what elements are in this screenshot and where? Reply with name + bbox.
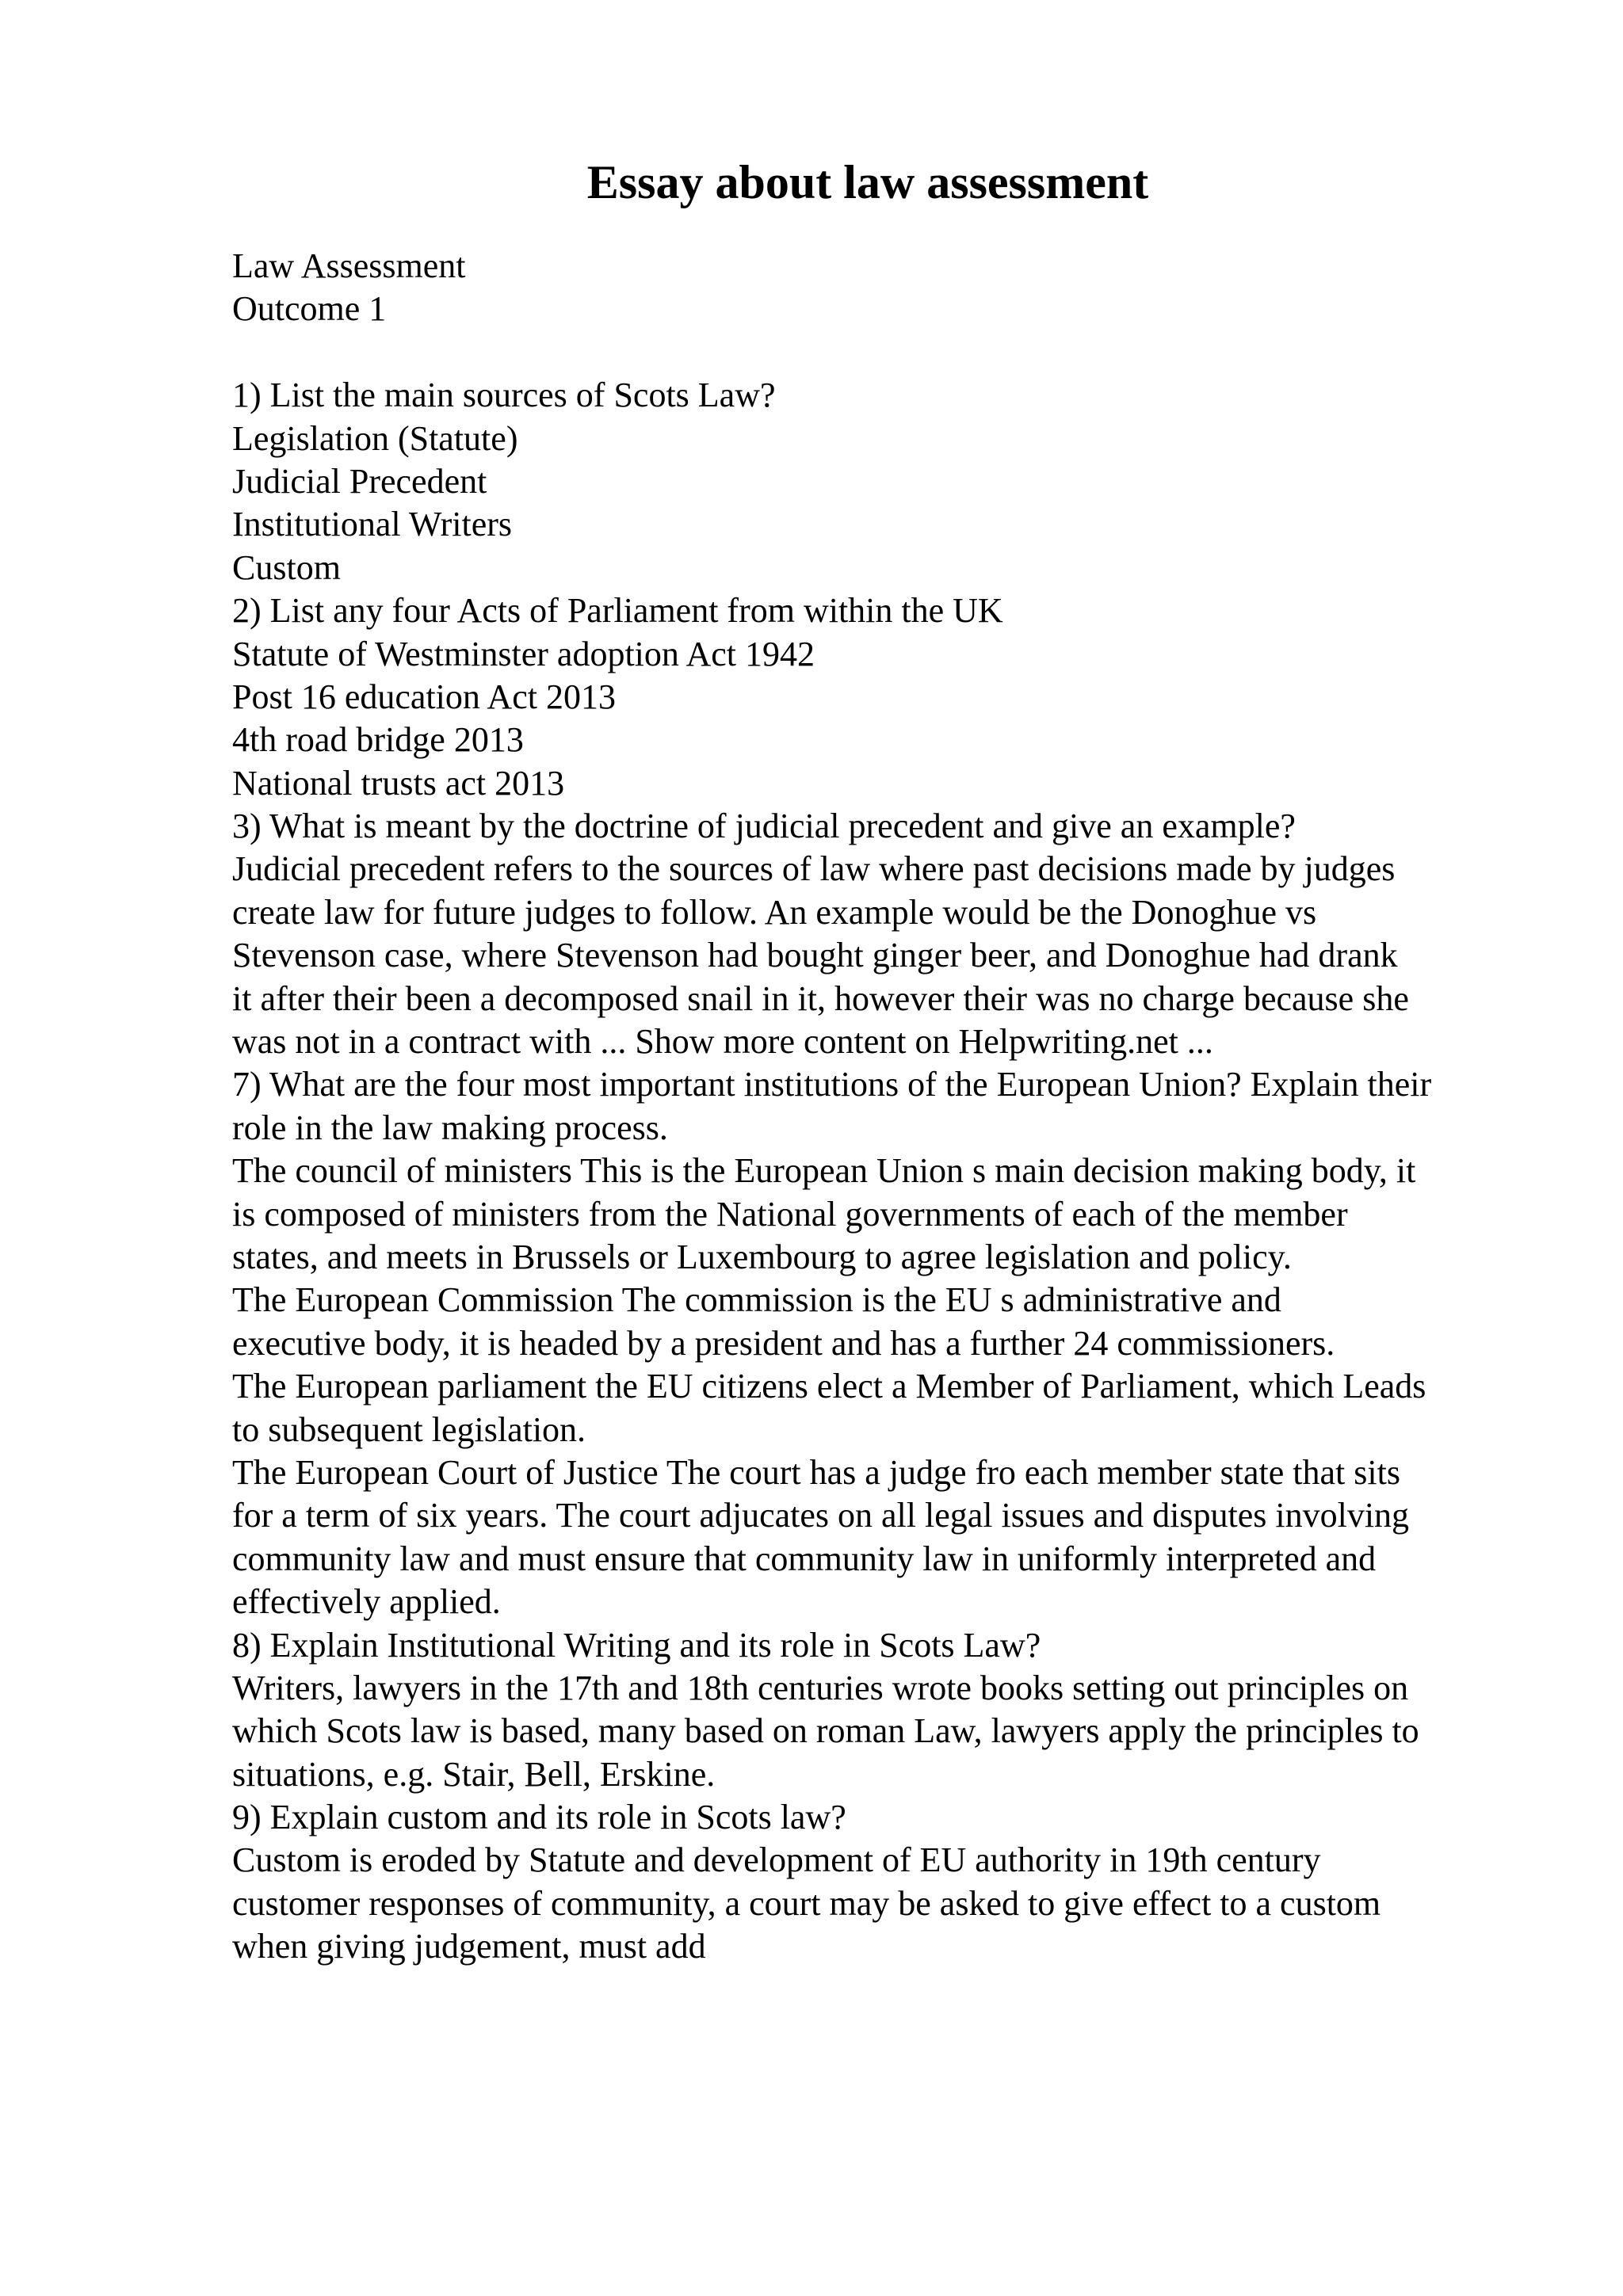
text-line: Judicial precedent refers to the sources of law where past decisions made by judges <box>232 849 1396 889</box>
document-title: Essay about law assessment <box>586 156 1149 208</box>
text-line: is composed of ministers from the National governments of each of the member <box>232 1194 1348 1234</box>
text-line: it after their been a decomposed snail in it, however their was no charge because she <box>232 978 1409 1018</box>
text-line: 3) What is meant by the doctrine of judicial precedent and give an example? <box>232 807 1296 846</box>
text-line: customer responses of community, a court may be asked to give effect to a custom <box>232 1883 1381 1923</box>
header-line: Law Assessment <box>232 246 466 285</box>
text-line: 2) List any four Acts of Parliament from within the UK <box>232 591 1003 631</box>
text-line: Statute of Westminster adoption Act 1942 <box>232 634 815 673</box>
text-line: situations, e.g. Stair, Bell, Erskine. <box>232 1754 716 1794</box>
text-line: effectively applied. <box>232 1582 501 1622</box>
text-line: The European Commission The commission is the EU s administrative and <box>232 1280 1281 1320</box>
header-line: Outcome 1 <box>232 289 387 329</box>
text-line: Post 16 education Act 2013 <box>232 677 616 716</box>
text-line: Custom is eroded by Statute and development of EU authority in 19th century <box>232 1840 1321 1880</box>
text-line: Stevenson case, where Stevenson had bought ginger beer, and Donoghue had drank <box>232 936 1398 975</box>
text-line: Judicial Precedent <box>232 461 487 501</box>
paragraph-gap <box>232 331 1595 374</box>
text-line: Writers, lawyers in the 17th and 18th centuries wrote books setting out principles on <box>232 1668 1409 1707</box>
text-line: for a term of six years. The court adjucates on all legal issues and disputes involving <box>232 1496 1410 1535</box>
text-line: 8) Explain Institutional Writing and its role in Scots Law? <box>232 1625 1041 1665</box>
text-line: which Scots law is based, many based on roman Law, lawyers apply the principles to <box>232 1711 1419 1751</box>
text-line: 9) Explain custom and its role in Scots law? <box>232 1798 846 1837</box>
text-line: National trusts act 2013 <box>232 763 565 803</box>
text-line: Custom <box>232 547 341 587</box>
text-line: 4th road bridge 2013 <box>232 720 524 760</box>
document-body <box>232 245 1595 1969</box>
text-line: create law for future judges to follow. An example would be the Donoghue vs <box>232 892 1317 932</box>
text-line: role in the law making process. <box>232 1108 668 1147</box>
text-line: executive body, it is headed by a president and has a further 24 commissioners. <box>232 1323 1335 1363</box>
text-line: The council of ministers This is the European Union s main decision making body, it <box>232 1151 1416 1191</box>
text-line: 7) What are the four most important institutions of the European Union? Explain their <box>232 1065 1432 1104</box>
text-line: The European parliament the EU citizens elect a Member of Parliament, which Leads <box>232 1367 1426 1406</box>
text-line: when giving judgement, must add <box>232 1927 706 1966</box>
text-line: 1) List the main sources of Scots Law? <box>232 376 776 415</box>
text-line: to subsequent legislation. <box>232 1409 586 1449</box>
text-line: community law and must ensure that community law in uniformly interpreted and <box>232 1539 1377 1578</box>
text-line: Legislation (Statute) <box>232 418 518 458</box>
text-line: Institutional Writers <box>232 505 513 544</box>
text-line: states, and meets in Brussels or Luxembourg to agree legislation and policy. <box>232 1237 1292 1276</box>
text-line: was not in a contract with ... Show more content on Helpwriting.net ... <box>232 1022 1213 1062</box>
text-line: The European Court of Justice The court has a judge fro each member state that sits <box>232 1452 1400 1492</box>
